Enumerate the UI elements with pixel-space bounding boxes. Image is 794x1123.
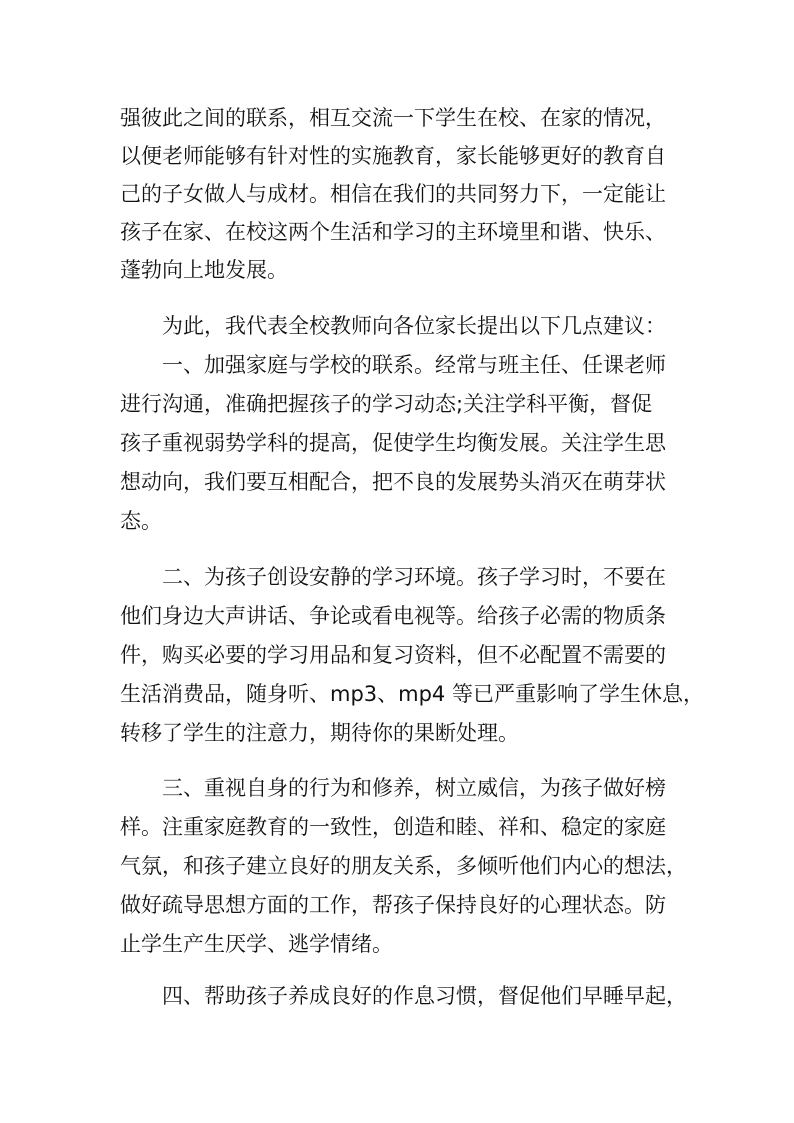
text-line: 做好疏导思想方面的工作，帮孩子保持良好的心理状态。防 <box>120 893 666 917</box>
text-line: 气氛，和孩子建立良好的朋友关系，多倾听他们内心的想法， <box>120 854 687 878</box>
text-line: 孩子在家、在校这两个生活和学习的主环境里和谐、快乐、 <box>120 220 666 244</box>
text-line: 孩子重视弱势学科的提高，促使学生均衡发展。关注学生思 <box>120 431 666 455</box>
text-line: 己的子女做人与成材。相信在我们的共同努力下，一定能让 <box>120 182 666 206</box>
text-line: 进行沟通，准确把握孩子的学习动态;关注学科平衡，督促 <box>120 392 653 416</box>
text-line: 样。注重家庭教育的一致性，创造和睦、祥和、稳定的家庭 <box>120 815 666 839</box>
text-line: 三、重视自身的行为和修养，树立威信，为孩子做好榜 <box>162 776 666 800</box>
text-line: 转移了学生的注意力，期待你的果断处理。 <box>120 721 519 745</box>
text-line: 生活消费品，随身听、mp3、mp4 等已严重影响了学生休息， <box>120 682 704 706</box>
text-line: 为此，我代表全校教师向各位家长提出以下几点建议： <box>162 314 666 338</box>
text-line: 止学生产生厌学、逃学情绪。 <box>120 932 393 956</box>
text-line: 他们身边大声讲话、争论或看电视等。给孩子必需的物质条 <box>120 604 666 628</box>
text-line: 蓬勃向上地发展。 <box>120 258 288 282</box>
text-line: 件，购买必要的学习用品和复习资料，但不必配置不需要的 <box>120 643 666 667</box>
text-line: 强彼此之间的联系，相互交流一下学生在校、在家的情况， <box>120 106 666 130</box>
text-line: 一、加强家庭与学校的联系。经常与班主任、任课老师 <box>162 353 666 377</box>
text-line: 二、为孩子创设安静的学习环境。孩子学习时，不要在 <box>162 565 666 589</box>
text-line: 想动向，我们要互相配合，把不良的发展势头消灭在萌芽状 <box>120 470 666 494</box>
text-line: 四、帮助孩子养成良好的作息习惯，督促他们早睡早起， <box>162 984 687 1008</box>
text-line: 以便老师能够有针对性的实施教育，家长能够更好的教育自 <box>120 144 666 168</box>
text-line: 态。 <box>120 509 162 533</box>
